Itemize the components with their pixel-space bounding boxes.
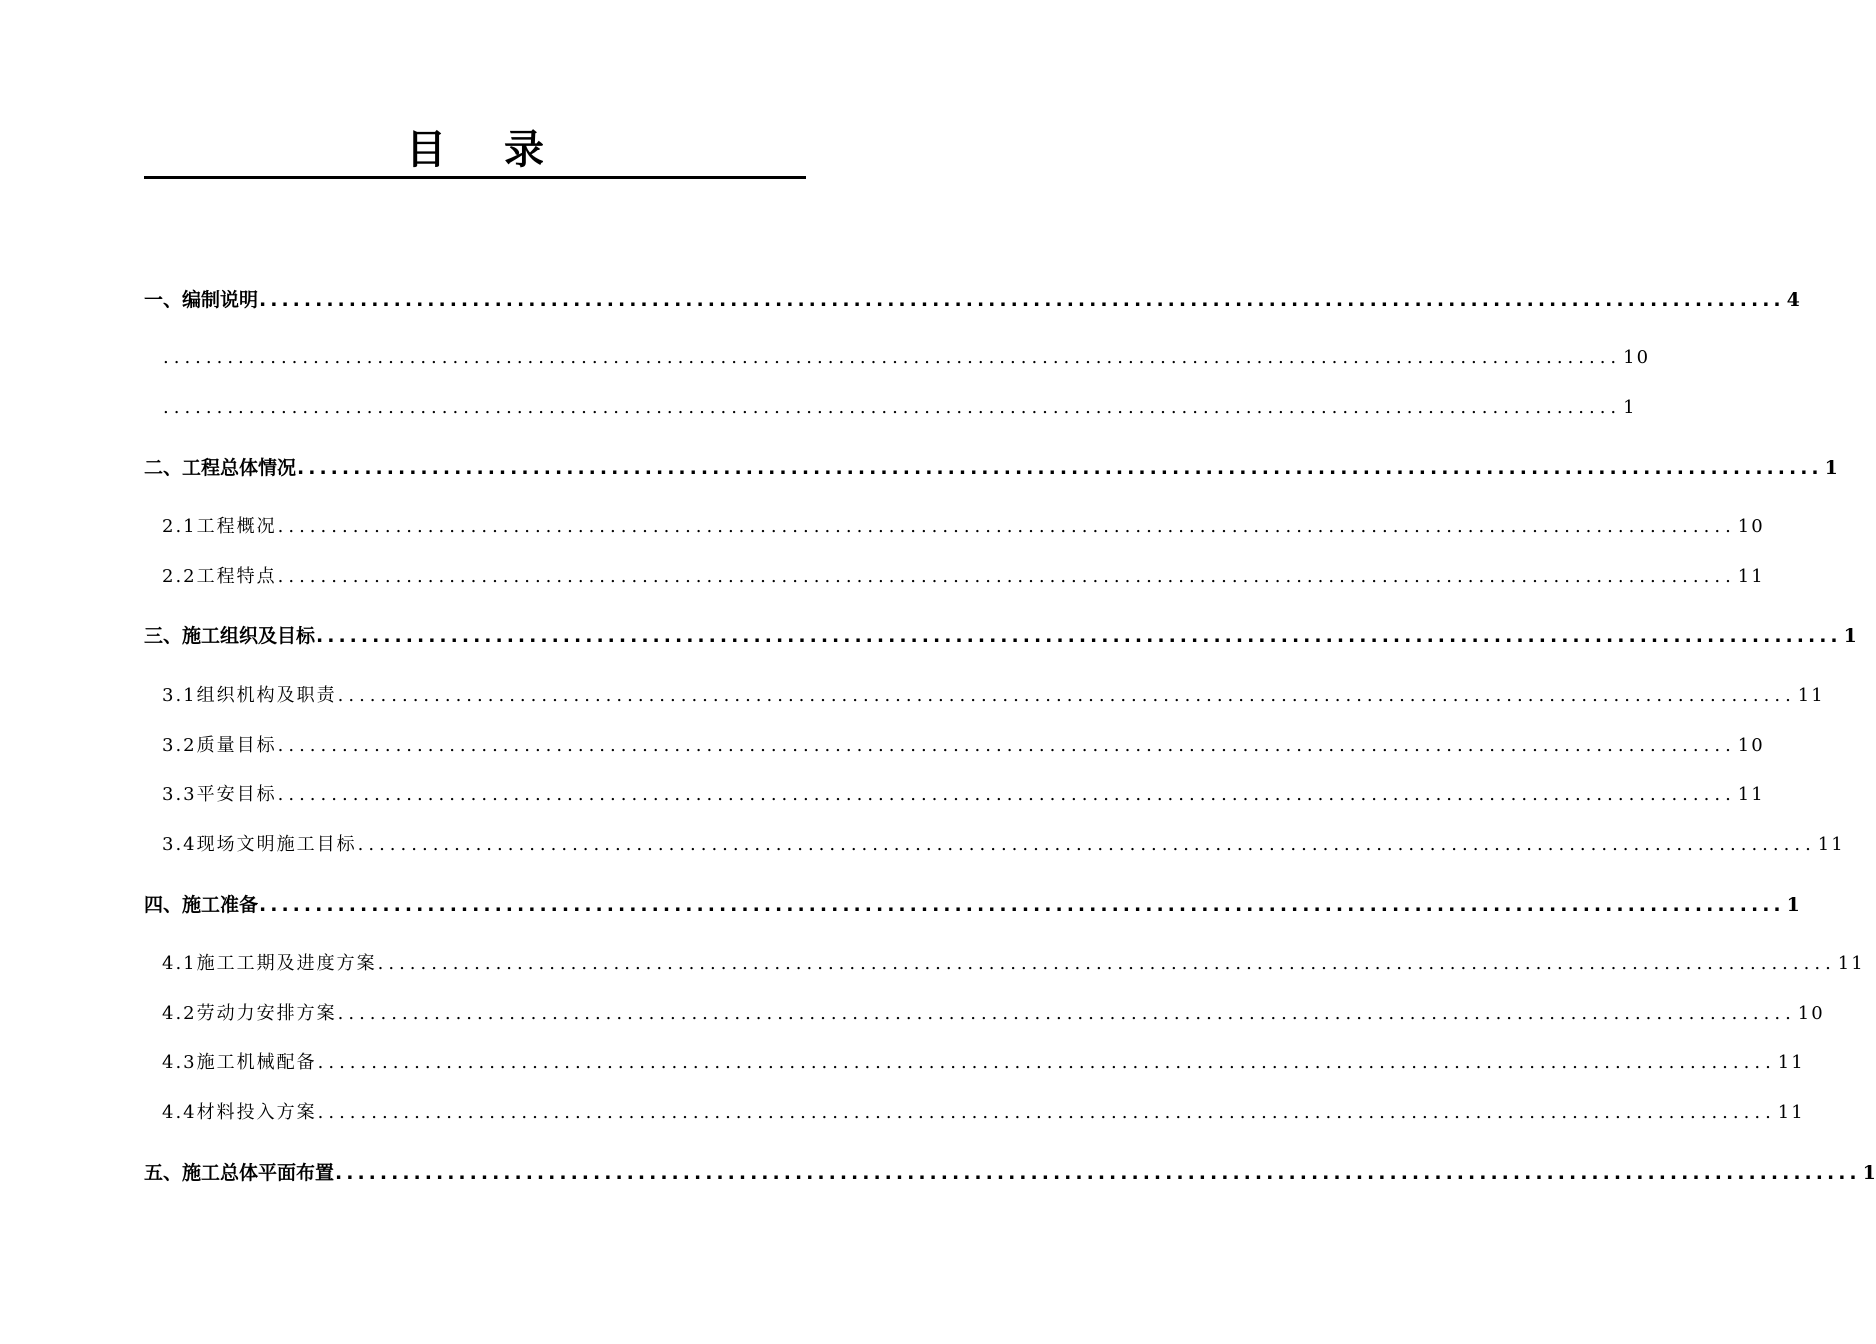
toc-entry[interactable] <box>162 513 1765 541</box>
toc-page-number: 10 <box>1797 1003 1825 1024</box>
toc-entry[interactable] <box>162 344 1651 372</box>
dot-leader: ........................................................................................................................................ <box>259 894 1785 916</box>
page-title: 目 录 <box>406 127 566 173</box>
toc-entry[interactable] <box>144 454 1838 482</box>
toc-entry-label: 3.1组织机构及职责 <box>162 685 337 706</box>
toc-entry[interactable] <box>162 1049 1805 1077</box>
toc-entry-label: 五、施工总体平面布置 <box>144 1162 335 1184</box>
dot-leader: ........................................................................................................................................ <box>277 735 1736 756</box>
toc-entry-label: 二、工程总体情况 <box>144 457 297 479</box>
toc-entry[interactable] <box>144 891 1800 919</box>
toc-entry[interactable] <box>144 286 1800 314</box>
toc-page-number: 11 <box>1737 566 1765 587</box>
dot-leader: ........................................................................................................................................ <box>357 834 1816 855</box>
toc-entry-label: 2.2工程特点 <box>162 566 277 587</box>
toc-entry[interactable] <box>162 950 1865 978</box>
toc-entry-label: 2.1工程概况 <box>162 516 277 537</box>
toc-entry-label: 3.3平安目标 <box>162 784 277 805</box>
toc-entry-label: 4.2劳动力安排方案 <box>162 1003 337 1024</box>
toc-page-number: 11 <box>1777 1052 1805 1073</box>
toc-page-number: 11 <box>1837 953 1865 974</box>
dot-leader: ........................................................................................................................................ <box>163 397 1622 418</box>
toc-page-number: 10 <box>1623 347 1651 368</box>
toc-entry[interactable] <box>162 831 1845 859</box>
toc-entry[interactable] <box>162 1000 1825 1028</box>
dot-leader: ........................................................................................................................................ <box>163 347 1622 368</box>
toc-page-number: 11 <box>1777 1102 1805 1123</box>
dot-leader: ........................................................................................................................................ <box>337 685 1796 706</box>
toc-entry-label: 3.2质量目标 <box>162 735 277 756</box>
dot-leader: ........................................................................................................................................ <box>277 784 1736 805</box>
toc-entry[interactable] <box>162 394 1637 422</box>
dot-leader: ........................................................................................................................................ <box>377 953 1836 974</box>
dot-leader: ........................................................................................................................................ <box>317 1102 1776 1123</box>
toc-page-number: 10 <box>1737 516 1765 537</box>
toc-page-number: 11 <box>1817 834 1845 855</box>
toc-page-number: 11 <box>1737 784 1765 805</box>
toc-entry-label: 三、施工组织及目标 <box>144 625 316 647</box>
toc-page-number: 4 <box>1786 289 1800 311</box>
dot-leader: ........................................................................................................................................ <box>297 457 1823 479</box>
toc-entry[interactable] <box>162 1099 1805 1127</box>
toc-page-number: 11 <box>1797 685 1825 706</box>
toc-page-number: 10 <box>1737 735 1765 756</box>
dot-leader: ........................................................................................................................................ <box>335 1162 1861 1184</box>
dot-leader: ........................................................................................................................................ <box>277 516 1736 537</box>
dot-leader: ........................................................................................................................................ <box>337 1003 1796 1024</box>
toc-entry-label: 4.1施工工期及进度方案 <box>162 953 377 974</box>
dot-leader: ........................................................................................................................................ <box>277 566 1736 587</box>
toc-entry[interactable] <box>162 682 1825 710</box>
toc-entry[interactable] <box>162 732 1765 760</box>
toc-entry-label: 一、编制说明 <box>144 289 259 311</box>
toc-entry-label: 3.4现场文明施工目标 <box>162 834 357 855</box>
toc-entry-label: 四、施工准备 <box>144 894 259 916</box>
toc-page-number: 1 <box>1623 397 1637 418</box>
toc-page-number: 1 <box>1862 1162 1876 1184</box>
toc-entry[interactable] <box>144 1159 1876 1187</box>
toc-page-number: 1 <box>1786 894 1800 916</box>
toc-entry-label: 4.3施工机械配备 <box>162 1052 317 1073</box>
toc-page-number: 1 <box>1843 625 1857 647</box>
dot-leader: ........................................................................................................................................ <box>259 289 1785 311</box>
toc-entry[interactable] <box>144 622 1857 650</box>
toc-page-number: 1 <box>1824 457 1838 479</box>
dot-leader: ........................................................................................................................................ <box>317 1052 1776 1073</box>
toc-entry[interactable] <box>162 563 1765 591</box>
dot-leader: ........................................................................................................................................ <box>316 625 1842 647</box>
toc-entry[interactable] <box>162 781 1765 809</box>
toc-entry-label: 4.4材料投入方案 <box>162 1102 317 1123</box>
